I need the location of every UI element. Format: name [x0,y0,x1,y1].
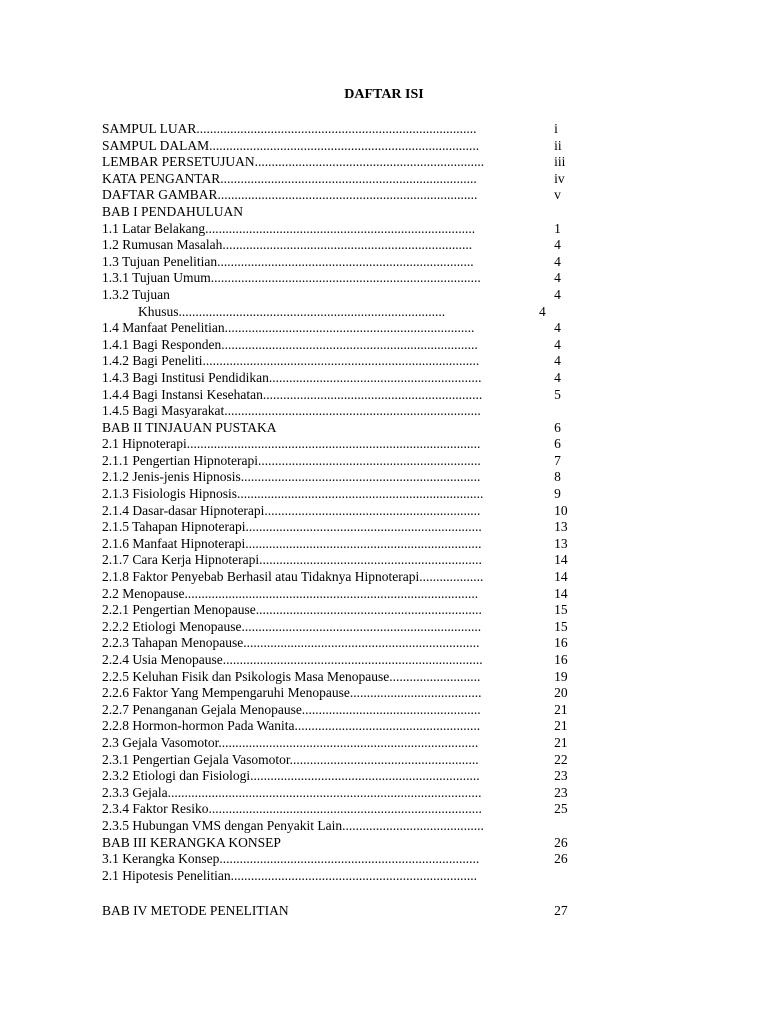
toc-page-number: 21 [554,734,568,750]
toc-page-number: 4 [554,320,561,336]
toc-entry-title: 2.2.6 Faktor Yang Mempengaruhi Menopause....................................... [102,685,482,701]
toc-entry [102,635,582,652]
toc-entry [102,586,582,603]
toc-page-number: 23 [554,784,568,800]
toc-page-number: 15 [554,618,568,634]
toc-entry [102,685,582,702]
toc-page-number: 4 [554,286,561,302]
toc-entry-title: 2.2.2 Etiologi Menopause....................................................................... [102,618,482,634]
toc-entry-title: 2.1 Hipotesis Penelitian......................................................................... [102,867,477,883]
toc-entry [102,187,582,204]
toc-page-number: 4 [554,353,561,369]
toc-entry-title: SAMPUL DALAM................................................................................ [102,137,480,153]
toc-page-number: 5 [554,386,561,402]
toc-page-number: 16 [554,652,568,667]
toc-entry-title: 2.1.3 Fisiologis Hipnosis......................................................................... [102,486,484,502]
table-of-contents [102,121,582,920]
toc-page-number: 10 [554,502,568,518]
toc-entry [102,221,582,238]
toc-page-number: 6 [554,419,561,435]
toc-entry [102,287,582,304]
toc-entry-title: 2.3.5 Hubungan VMS dengan Penyakit Lain.......................................... [102,817,484,833]
toc-entry-title: 2.2.7 Penanganan Gejala Menopause..................................................... [102,701,481,717]
toc-page-number: v [554,187,561,203]
toc-page-number: 4 [554,253,561,269]
toc-entry [102,420,582,437]
toc-page-number: 7 [554,452,561,468]
toc-entry-title: LEMBAR PERSETUJUAN.................................................................... [102,154,485,170]
toc-entry [102,304,582,321]
toc-entry [102,154,582,171]
toc-entry [102,818,582,835]
toc-page-number: iii [554,154,566,170]
toc-entry-title: 2.3.1 Pengertian Gejala Vasomotor........................................................ [102,751,479,767]
toc-entry-title: 1.4.1 Bagi Responden............................................................................ [102,336,478,352]
toc-entry-title: 1.4 Manfaat Penelitian.......................................................................... [102,320,475,336]
toc-page-number: 21 [554,701,568,717]
toc-page-number: 27 [554,903,568,919]
toc-page-number: 25 [554,801,568,817]
toc-page-number [551,868,582,885]
toc-page-number: 4 [554,270,561,286]
toc-page-number [551,403,582,420]
toc-entry [102,370,582,387]
toc-entry [102,835,582,852]
toc-entry-title: 2.3 Gejala Vasomotor............................................................................. [102,734,479,750]
toc-entry-title: 2.1.1 Pengertian Hipnoterapi.................................................................. [102,452,481,468]
toc-entry [102,469,582,486]
toc-entry-title: 1.4.3 Bagi Institusi Pendidikan............................................................... [102,369,482,385]
toc-entry [102,735,582,752]
toc-entry [102,387,582,404]
toc-entry [102,619,582,636]
toc-entry [102,138,582,155]
toc-entry [102,503,582,520]
toc-entry [102,353,582,370]
toc-entry-title: 2.1.8 Faktor Penyebab Berhasil atau Tidaknya Hipnoterapi................... [102,569,484,585]
toc-entry [102,652,582,669]
toc-page-number: 23 [554,768,568,784]
toc-entry-title: 1.2 Rumusan Masalah.......................................................................... [102,237,473,253]
toc-entry [102,785,582,802]
toc-page-number: 4 [539,303,546,319]
toc-page-number: 22 [554,751,568,767]
toc-entry [102,254,582,271]
toc-entry-title: Khusus............................................................................... [138,303,446,319]
toc-entry [102,436,582,453]
toc-entry [102,121,582,138]
toc-entry-title: DAFTAR GAMBAR............................................................................. [102,187,478,203]
toc-entry [102,453,582,470]
toc-page-number: 26 [554,834,568,850]
toc-entry [102,270,582,287]
toc-entry-title: 2.1 Hipnoterapi....................................................................................... [102,436,481,452]
toc-entry [102,536,582,553]
toc-page-number [551,204,582,221]
toc-page-number: 21 [554,718,568,734]
toc-entry-title: 1.3.1 Tujuan Umum................................................................................ [102,270,481,286]
toc-page-number: 14 [554,569,568,585]
toc-entry-title: 2.1.2 Jenis-jenis Hipnosis....................................................................... [102,469,481,485]
toc-entry [102,669,582,686]
toc-entry [102,569,582,586]
toc-entry-title: 2.3.3 Gejala............................................................................................. [102,784,482,800]
toc-page-number: 4 [554,336,561,352]
toc-page-number: 8 [554,469,561,485]
toc-page-number: 19 [554,668,568,684]
toc-entry-title: 2.1.7 Cara Kerja Hipnoterapi.................................................................. [102,552,482,568]
toc-page-number: 4 [554,369,561,385]
toc-page-number: 13 [554,535,568,551]
toc-entry-title: 1.3.2 Tujuan [102,286,170,302]
toc-entry [102,768,582,785]
toc-page-number: 1 [554,220,561,236]
toc-entry [102,602,582,619]
toc-entry [102,171,582,188]
toc-entry-title: 1.1 Latar Belakang................................................................................ [102,220,476,236]
toc-entry [102,519,582,536]
toc-page-number: 14 [554,552,568,568]
toc-entry [102,237,582,254]
toc-page-number: iv [554,170,565,186]
toc-entry-title: 2.2.5 Keluhan Fisik dan Psikologis Masa Menopause........................... [102,668,481,684]
toc-entry-title: BAB IV METODE PENELITIAN [102,903,289,919]
toc-entry [102,403,582,420]
toc-entry-title: BAB II TINJAUAN PUSTAKA [102,419,277,435]
toc-page-number: 26 [554,851,568,867]
toc-entry-title: 1.3 Tujuan Penelitian............................................................................ [102,253,474,269]
toc-entry [102,851,582,868]
toc-entry-title: BAB I PENDAHULUAN [102,203,243,219]
toc-page-number: 15 [554,602,568,618]
toc-entry [102,752,582,769]
toc-entry [102,868,582,885]
toc-entry [102,486,582,503]
toc-entry [102,702,582,719]
toc-entry-title: 2.3.2 Etiologi dan Fisiologi.................................................................... [102,768,480,784]
toc-page-number: 16 [554,635,568,651]
toc-entry-title: 2.2.1 Pengertian Menopause................................................................... [102,602,482,618]
toc-page-number: 6 [554,436,561,452]
toc-page-number: i [554,121,558,136]
toc-entry-title: 2.2.3 Tahapan Menopause...................................................................... [102,635,480,651]
toc-entry-title: KATA PENGANTAR............................................................................ [102,170,477,186]
toc-page-number: 4 [554,237,561,253]
toc-entry-title: 2.1.5 Tahapan Hipnoterapi...................................................................... [102,519,482,535]
page-title: DAFTAR ISI [344,87,424,102]
toc-entry-title: 3.1 Kerangka Konsep............................................................................. [102,851,480,867]
toc-entry [102,552,582,569]
toc-page-number: 13 [554,519,568,535]
toc-page-number [551,818,582,835]
toc-entry-title: 2.2.8 Hormon-hormon Pada Wanita....................................................... [102,718,481,734]
toc-entry-title: 2.1.4 Dasar-dasar Hipnoterapi................................................................ [102,502,481,518]
toc-entry-title: 1.4.5 Bagi Masyarakat............................................................................ [102,403,481,419]
toc-page-number: 14 [554,585,568,601]
toc-entry-title: 2.3.4 Faktor Resiko................................................................................. [102,801,482,817]
toc-entry-title: 2.1.6 Manfaat Hipnoterapi...................................................................... [102,535,482,551]
toc-entry [102,718,582,735]
toc-page-number: ii [554,137,562,153]
toc-entry [102,337,582,354]
toc-entry-title: 1.4.2 Bagi Peneliti.................................................................................. [102,353,480,369]
toc-entry-title: 2.2 Menopause....................................................................................... [102,585,479,601]
toc-entry-title: 1.4.4 Bagi Instansi Kesehatan................................................................. [102,386,483,402]
toc-entry-title: 2.2.4 Usia Menopause............................................................................. [102,652,483,667]
toc-entry [102,903,582,920]
toc-page-number: 9 [554,486,561,502]
toc-page-number: 20 [554,685,568,701]
toc-entry-title: BAB III KERANGKA KONSEP [102,834,281,850]
toc-entry [102,801,582,818]
toc-entry-title: SAMPUL LUAR................................................................................... [102,121,477,136]
toc-entry [102,204,582,221]
toc-entry [102,320,582,337]
